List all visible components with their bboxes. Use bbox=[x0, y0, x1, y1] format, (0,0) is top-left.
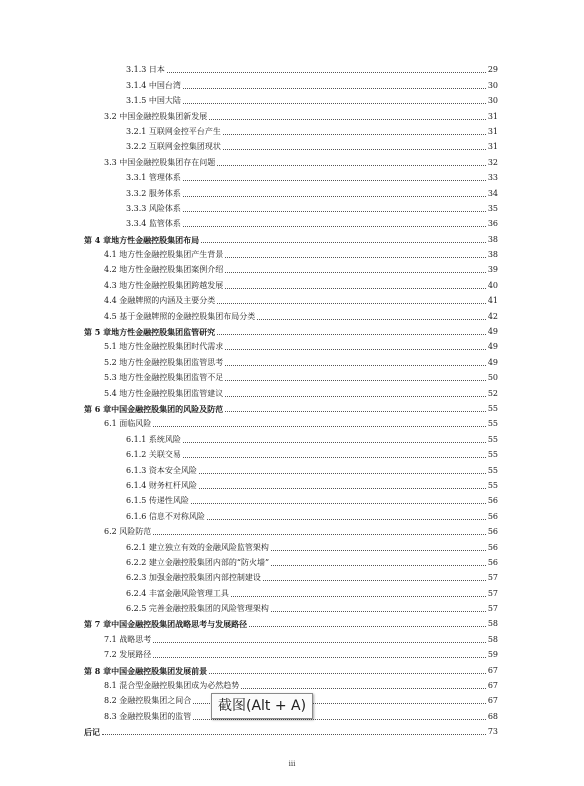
toc-entry[interactable] bbox=[84, 553, 498, 568]
table-of-contents bbox=[84, 60, 498, 737]
toc-entry-title: 6.2.4 丰富金融风险管理工具 bbox=[126, 588, 229, 598]
toc-entry[interactable] bbox=[84, 229, 498, 244]
toc-entry-title: 5.2 地方性金融控股集团监管思考 bbox=[104, 357, 224, 367]
toc-entry[interactable] bbox=[84, 245, 498, 260]
toc-entry[interactable] bbox=[84, 676, 498, 691]
toc-entry-title: 5.4 地方性金融控股集团监管建议 bbox=[104, 388, 224, 398]
toc-entry-page: 39 bbox=[487, 265, 498, 275]
toc-entry-page: 34 bbox=[487, 188, 498, 198]
toc-entry-title: 第 5 章地方性金融控股集团监管研究 bbox=[84, 327, 216, 338]
toc-entry-page: 50 bbox=[487, 373, 498, 383]
toc-entry-page: 31 bbox=[487, 126, 498, 136]
toc-entry-title: 6.1.5 传递性风险 bbox=[126, 496, 189, 506]
toc-entry-page: 49 bbox=[487, 357, 498, 367]
toc-entry-title: 7.1 战略思考 bbox=[104, 634, 152, 644]
toc-dot-leader bbox=[199, 472, 486, 474]
toc-entry[interactable] bbox=[84, 568, 498, 583]
toc-dot-leader bbox=[183, 225, 486, 227]
toc-entry-title: 6.2 风险防范 bbox=[104, 527, 152, 537]
toc-dot-leader bbox=[183, 102, 486, 104]
toc-entry-title: 6.2.5 完善金融控股集团的风险管理架构 bbox=[126, 604, 269, 614]
toc-entry-title: 3.2.2 互联网金控集团现状 bbox=[126, 142, 221, 152]
toc-dot-leader bbox=[231, 595, 486, 597]
toc-entry-page: 55 bbox=[487, 480, 498, 490]
toc-entry-page: 67 bbox=[487, 665, 498, 675]
toc-entry[interactable] bbox=[84, 306, 498, 321]
toc-entry[interactable] bbox=[84, 399, 498, 414]
toc-entry-page: 67 bbox=[487, 681, 498, 691]
toc-entry-title: 第 7 章中国金融控股集团战略思考与发展路径 bbox=[84, 619, 248, 630]
toc-entry-page: 59 bbox=[487, 650, 498, 660]
toc-entry-title: 后记 bbox=[84, 727, 100, 738]
toc-entry-page: 30 bbox=[487, 80, 498, 90]
toc-dot-leader bbox=[223, 148, 486, 150]
toc-entry-title: 6.1.3 资本安全风险 bbox=[126, 465, 197, 475]
toc-entry-title: 第 4 章地方性金融控股集团布局 bbox=[84, 234, 200, 245]
toc-dot-leader bbox=[249, 625, 486, 627]
toc-entry-page: 38 bbox=[487, 234, 498, 244]
toc-entry[interactable] bbox=[84, 476, 498, 491]
toc-entry-title: 6.1.4 财务杠杆风险 bbox=[126, 480, 197, 490]
toc-entry-title: 6.2.1 建立独立有效的金融风险监管架构 bbox=[126, 542, 269, 552]
toc-entry-page: 49 bbox=[487, 327, 498, 337]
toc-dot-leader bbox=[217, 164, 486, 166]
toc-entry[interactable] bbox=[84, 122, 498, 137]
toc-entry-title: 4.1 地方性金融控股集团产生背景 bbox=[104, 250, 224, 260]
toc-dot-leader bbox=[183, 87, 486, 89]
toc-entry[interactable] bbox=[84, 199, 498, 214]
toc-entry-title: 3.3 中国金融控股集团存在问题 bbox=[104, 157, 216, 167]
toc-entry[interactable] bbox=[84, 137, 498, 152]
toc-entry-page: 32 bbox=[487, 157, 498, 167]
toc-entry[interactable] bbox=[84, 152, 498, 167]
toc-entry[interactable] bbox=[84, 583, 498, 598]
toc-entry[interactable] bbox=[84, 214, 498, 229]
toc-dot-leader bbox=[191, 502, 486, 504]
toc-entry[interactable] bbox=[84, 75, 498, 90]
toc-entry-page: 56 bbox=[487, 542, 498, 552]
toc-entry[interactable] bbox=[84, 322, 498, 337]
toc-entry[interactable] bbox=[84, 337, 498, 352]
toc-entry-page: 29 bbox=[487, 65, 498, 75]
toc-dot-leader bbox=[225, 271, 486, 273]
toc-dot-leader bbox=[225, 348, 486, 350]
toc-entry[interactable] bbox=[84, 522, 498, 537]
toc-entry-title: 7.2 发展路径 bbox=[104, 650, 152, 660]
toc-entry-page: 55 bbox=[487, 465, 498, 475]
toc-dot-leader bbox=[201, 241, 486, 243]
toc-entry-title: 5.1 地方性金融控股集团时代需求 bbox=[104, 342, 224, 352]
toc-entry-page: 56 bbox=[487, 511, 498, 521]
toc-entry-page: 55 bbox=[487, 403, 498, 413]
toc-entry-page: 55 bbox=[487, 450, 498, 460]
toc-entry-title: 8.1 混合型金融控股集团成为必然趋势 bbox=[104, 681, 240, 691]
toc-entry-title: 4.4 金融牌照的内涵及主要分类 bbox=[104, 296, 216, 306]
toc-entry-title: 8.2 金融控股集团之间合 bbox=[104, 696, 192, 706]
toc-dot-leader bbox=[207, 518, 486, 520]
toc-dot-leader bbox=[217, 333, 486, 335]
toc-entry-page: 56 bbox=[487, 527, 498, 537]
toc-entry[interactable] bbox=[84, 491, 498, 506]
toc-dot-leader bbox=[225, 395, 486, 397]
toc-entry-title: 3.3.4 监管体系 bbox=[126, 219, 181, 229]
toc-dot-leader bbox=[153, 533, 486, 535]
toc-entry-title: 6.1.6 信息不对称风险 bbox=[126, 511, 205, 521]
toc-entry-page: 68 bbox=[487, 711, 498, 721]
toc-entry-title: 3.2.1 互联网金控平台产生 bbox=[126, 126, 221, 136]
toc-entry[interactable] bbox=[84, 168, 498, 183]
toc-dot-leader bbox=[225, 410, 486, 412]
toc-entry-title: 6.2.3 加强金融控股集团内部控制建设 bbox=[126, 573, 261, 583]
toc-dot-leader bbox=[223, 133, 486, 135]
toc-entry-page: 56 bbox=[487, 496, 498, 506]
toc-dot-leader bbox=[225, 379, 486, 381]
toc-entry-page: 31 bbox=[487, 111, 498, 121]
toc-entry-title: 6.2.2 建立金融控股集团内部的“防火墙” bbox=[126, 557, 270, 567]
toc-dot-leader bbox=[102, 733, 486, 735]
toc-dot-leader bbox=[183, 441, 486, 443]
toc-dot-leader bbox=[241, 687, 486, 689]
toc-dot-leader bbox=[217, 302, 486, 304]
toc-dot-leader bbox=[183, 210, 486, 212]
toc-entry[interactable] bbox=[84, 645, 498, 660]
toc-entry[interactable] bbox=[84, 414, 498, 429]
toc-entry-page: 30 bbox=[487, 96, 498, 106]
toc-dot-leader bbox=[199, 487, 486, 489]
toc-entry-page: 73 bbox=[487, 727, 498, 737]
toc-entry-page: 58 bbox=[487, 634, 498, 644]
toc-entry-page: 56 bbox=[487, 557, 498, 567]
toc-entry[interactable] bbox=[84, 660, 498, 675]
toc-entry-title: 4.3 地方性金融控股集团跨越发展 bbox=[104, 280, 224, 290]
toc-entry-page: 67 bbox=[487, 696, 498, 706]
toc-entry[interactable] bbox=[84, 183, 498, 198]
toc-entry-title: 3.3.3 风险体系 bbox=[126, 203, 181, 213]
toc-entry[interactable] bbox=[84, 368, 498, 383]
toc-entry[interactable] bbox=[84, 260, 498, 275]
toc-entry-title: 3.1.4 中国台湾 bbox=[126, 80, 181, 90]
toc-entry[interactable] bbox=[84, 383, 498, 398]
toc-dot-leader bbox=[271, 549, 486, 551]
toc-dot-leader bbox=[183, 179, 486, 181]
toc-entry-page: 57 bbox=[487, 604, 498, 614]
toc-dot-leader bbox=[225, 287, 486, 289]
toc-entry[interactable] bbox=[84, 460, 498, 475]
toc-entry[interactable] bbox=[84, 722, 498, 737]
toc-entry-page: 55 bbox=[487, 419, 498, 429]
toc-entry[interactable] bbox=[84, 445, 498, 460]
toc-entry[interactable] bbox=[84, 275, 498, 290]
toc-entry[interactable] bbox=[84, 629, 498, 644]
toc-entry-title: 第 8 章中国金融控股集团发展前景 bbox=[84, 665, 208, 676]
toc-entry[interactable] bbox=[84, 106, 498, 121]
toc-dot-leader bbox=[183, 195, 486, 197]
toc-entry-title: 6.1.2 关联交易 bbox=[126, 450, 181, 460]
toc-entry-title: 5.3 地方性金融控股集团监管不足 bbox=[104, 373, 224, 383]
toc-entry-page: 52 bbox=[487, 388, 498, 398]
toc-entry[interactable] bbox=[84, 352, 498, 367]
toc-entry-page: 49 bbox=[487, 342, 498, 352]
toc-entry-page: 42 bbox=[487, 311, 498, 321]
toc-entry-title: 3.3.1 管理体系 bbox=[126, 173, 181, 183]
toc-entry[interactable] bbox=[84, 599, 498, 614]
toc-entry[interactable] bbox=[84, 91, 498, 106]
toc-entry-title: 3.2 中国金融控股集团新发展 bbox=[104, 111, 208, 121]
toc-dot-leader bbox=[263, 579, 486, 581]
toc-entry-page: 57 bbox=[487, 588, 498, 598]
toc-entry-page: 31 bbox=[487, 142, 498, 152]
toc-entry-title: 4.5 基于金融牌照的金融控股集团布局分类 bbox=[104, 311, 256, 321]
toc-entry-title: 4.2 地方性金融控股集团案例介绍 bbox=[104, 265, 224, 275]
toc-entry-page: 38 bbox=[487, 250, 498, 260]
toc-entry[interactable] bbox=[84, 291, 498, 306]
toc-entry-page: 35 bbox=[487, 203, 498, 213]
toc-entry-title: 8.3 金融控股集团的监管 bbox=[104, 711, 192, 721]
toc-dot-leader bbox=[167, 71, 486, 73]
toc-entry-title: 3.1.3 日本 bbox=[126, 65, 165, 75]
toc-entry-title: 3.3.2 服务体系 bbox=[126, 188, 181, 198]
toc-dot-leader bbox=[183, 456, 486, 458]
toc-entry-title: 6.1 面临风险 bbox=[104, 419, 152, 429]
toc-dot-leader bbox=[271, 564, 486, 566]
toc-entry-page: 57 bbox=[487, 573, 498, 583]
toc-entry-page: 58 bbox=[487, 619, 498, 629]
toc-dot-leader bbox=[257, 318, 486, 320]
screenshot-tooltip: 截图(Alt + A) bbox=[211, 693, 313, 719]
toc-dot-leader bbox=[153, 425, 486, 427]
toc-entry[interactable] bbox=[84, 506, 498, 521]
toc-dot-leader bbox=[271, 610, 486, 612]
toc-entry-page: 36 bbox=[487, 219, 498, 229]
toc-entry[interactable] bbox=[84, 537, 498, 552]
toc-entry[interactable] bbox=[84, 60, 498, 75]
page-number: iii bbox=[288, 760, 296, 768]
toc-dot-leader bbox=[153, 656, 486, 658]
toc-dot-leader bbox=[225, 256, 486, 258]
toc-dot-leader bbox=[153, 641, 486, 643]
toc-entry-title: 3.1.5 中国大陆 bbox=[126, 96, 181, 106]
toc-entry-page: 33 bbox=[487, 173, 498, 183]
toc-entry-title: 第 6 章中国金融控股集团的风险及防范 bbox=[84, 403, 224, 414]
toc-entry-title: 6.1.1 系统风险 bbox=[126, 434, 181, 444]
toc-entry-page: 41 bbox=[487, 296, 498, 306]
toc-dot-leader bbox=[209, 672, 486, 674]
toc-entry-page: 40 bbox=[487, 280, 498, 290]
toc-entry-page: 55 bbox=[487, 434, 498, 444]
toc-entry[interactable] bbox=[84, 614, 498, 629]
toc-dot-leader bbox=[225, 364, 486, 366]
toc-entry[interactable] bbox=[84, 429, 498, 444]
toc-dot-leader bbox=[209, 118, 486, 120]
